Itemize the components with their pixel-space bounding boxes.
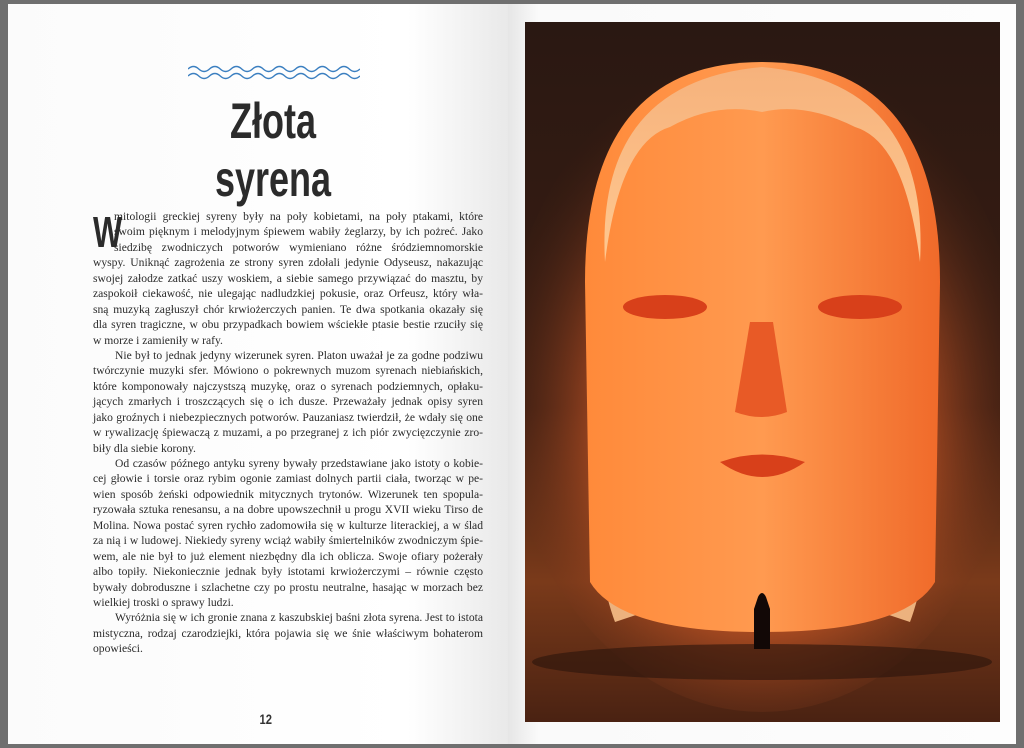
text-line: Wyróżnia się w ich gronie znana z kaszubskiej baśni złota syrena. Jest to istota: [115, 611, 483, 625]
body-text: [93, 209, 483, 657]
text-line: opowieści.: [93, 642, 143, 656]
text-line: za nią i w ludowej. Niekiedy syreny wciąż wabiły śmiertelników zwodniczym śpie-: [93, 534, 483, 548]
text-line: wyspy. Uniknąć zagrożenia ze strony syren zdołali jedynie Odyseusz, nakazując: [93, 256, 483, 270]
left-page: [8, 4, 508, 744]
chapter-title: Złota syrena: [214, 93, 332, 207]
text-line: mistyczna, rodzaj czarodziejki, która pojawia się we śnie właściwym bohaterom: [93, 626, 483, 640]
text-line: w rywalizację śpiewaczą z muzami, a po przegranej z ich piór zwycięzczynie zro-: [93, 426, 483, 440]
drop-cap: W: [93, 208, 123, 257]
text-line: dla syren tragiczne, w obu przypadkach bowiem wściekłe ptasie bestie rzuciły się: [93, 318, 483, 332]
text-line: jących zmarłych i troszczących się o ich dusze. Przeważały jednak opisy syren: [93, 395, 483, 409]
siren-head-illustration: [525, 22, 1000, 722]
text-line: Molina. Nowa postać syren rychło zadomowiła się w kulturze literackiej, a w ślad: [93, 518, 483, 532]
page-number: 12: [259, 711, 273, 727]
text-line: mitologii greckiej syreny były na poły kobietami, na poły ptakami, które: [114, 210, 483, 223]
text-line: w morze i zamieniły w rafy.: [93, 333, 223, 347]
text-line: albo topiły. Niekoniecznie jednak były istotami krwiożerczymi – równie często: [93, 565, 483, 579]
text-line: biły dla siebie korony.: [93, 441, 196, 455]
text-line: Nie był to jednak jedyny wizerunek syren. Platon uważał je za godne podziwu: [115, 348, 483, 362]
text-line: wielkiej troski o sprawy ludzi.: [93, 595, 234, 609]
text-line: siedzibę zwodniczych potworów wymieniano różne śródziemnomorskie: [114, 240, 483, 254]
text-line: wem, ale nie był to już element niezbędny dla ich oblicza. Swoje ofiary pożerały: [93, 549, 483, 563]
text-line: jako groźnych i niebezpiecznych potworów. Pauzaniasz twierdził, że wdały się one: [93, 410, 483, 424]
text-line: twórczynie muzyki sfer. Mówiono o pokrewnych muzom syrenach niebiańskich,: [93, 364, 483, 378]
text-line: swoim pięknym i melodyjnym śpiewem wabiły żeglarzy, by ich pożreć. Jako: [114, 225, 483, 239]
wave-ornament-icon: [188, 64, 360, 82]
text-line: bywały dobroduszne i szlachetne czy po prostu neutralne, hasając w morzach bez: [93, 580, 483, 594]
text-line: ryzowała sztuka renesansu, a na dobre upowszechnił u progu XVII wieku Tirso de: [93, 503, 483, 517]
text-line: cej głowie i torsie oraz rybim ogonie zamiast dolnych partii ciała, tworząc w pe-: [93, 472, 483, 486]
text-line: zaspokoił ciekawość, nie ulegając nadludzkiej pokusie, oraz Orfeusz, który wła-: [93, 287, 483, 301]
text-line: Od czasów późnego antyku syreny bywały przedstawiane jako istoty o kobie-: [115, 457, 483, 470]
text-line: swojej załodze zatkać uszy woskiem, a siebie samego przywiązać do masztu, by: [93, 271, 483, 285]
text-line: wien sposób żeński odpowiednik mitycznych trytonów. Wizerunek ten spopula-: [93, 487, 483, 501]
text-line: sną muzyką zagłuszył chór krwiożerczych panien. Te dwa spotkania okazały się: [93, 302, 483, 316]
text-line: które komponowały najczystszą muzykę, oraz o syrenach podziemnych, opłaku-: [93, 379, 483, 393]
